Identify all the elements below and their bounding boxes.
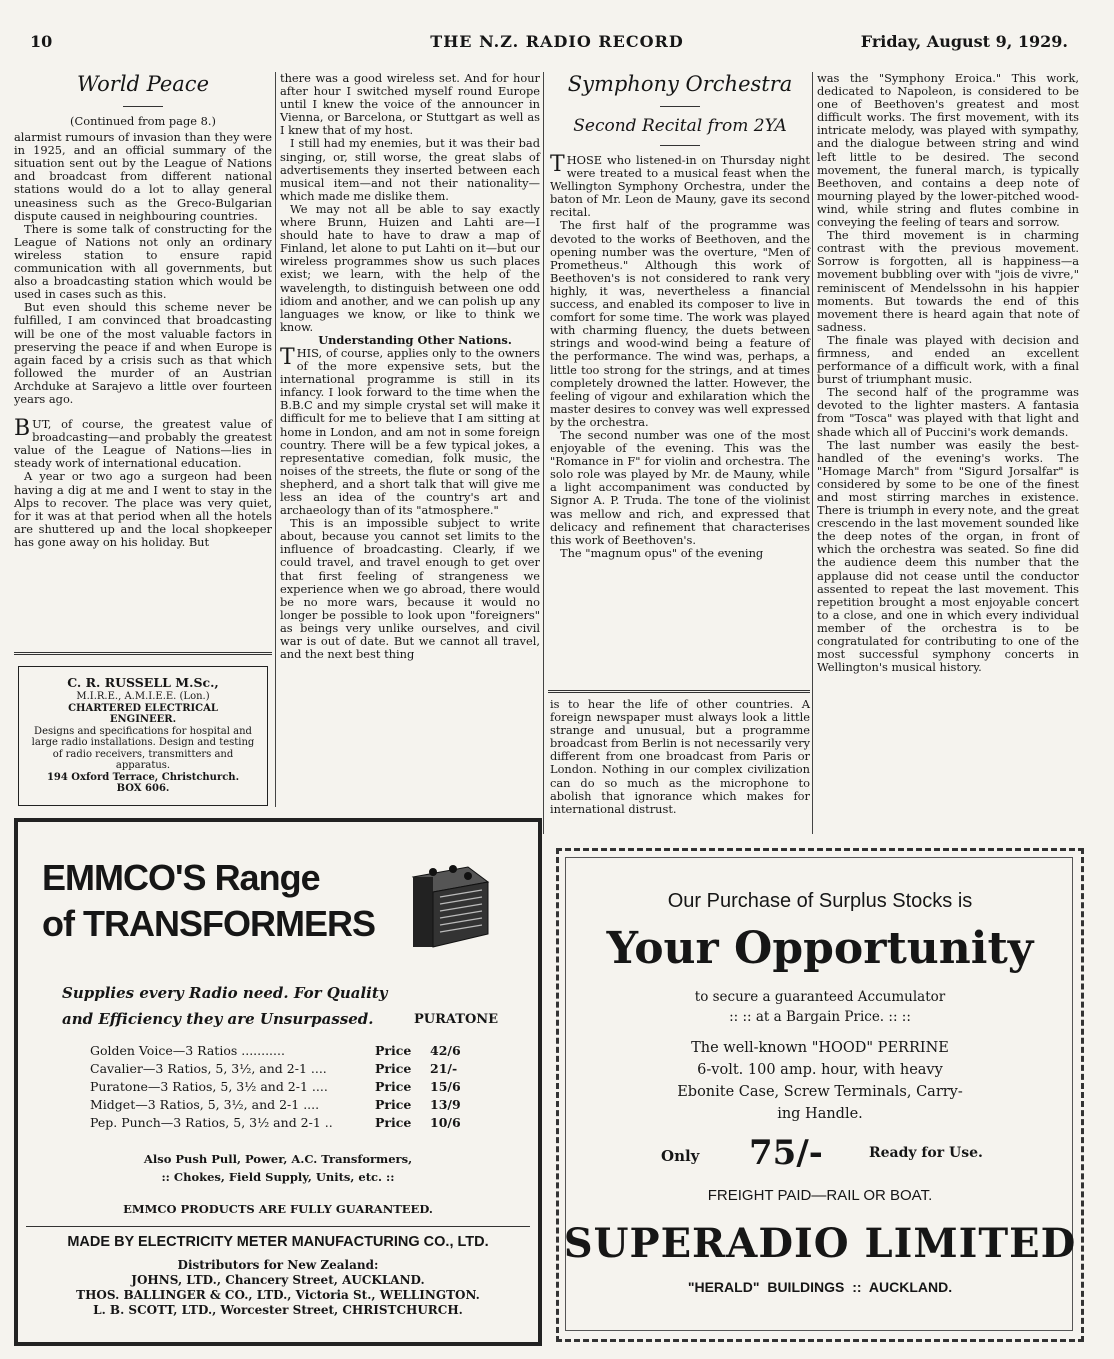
paragraph: We may not all be able to say exactly where Brunn, Huizen and Lahti are—I should hate to have to draw a map of Finland, let alone to put Lahti on it—but our wireless programmes show us such places exist; we learn, with the help of the wavelength, to distinguish between one odd idiom and another, and we can polish up any languages we know, or like to think we know. — [280, 201, 540, 334]
drop-cap: T — [280, 344, 295, 370]
ad-line: ing Handle. — [777, 1106, 863, 1122]
price-value: 21/- — [430, 1061, 458, 1076]
brand-label: PURATONE — [414, 1012, 499, 1027]
paragraph: But even should this scheme never be fulfilled, I am convinced that broadcasting will be one of the most valuable factors in preserving the peace if and when Europe is again faced by a crisis such as that which followed the murder of an Austrian Archduke at Sarajevo a little over fourteen years ago. — [14, 300, 272, 406]
distributor: THOS. BALLINGER & CO., LTD., Victoria St., WELLINGTON. — [76, 1288, 480, 1302]
card-qualifications: M.I.R.E., A.M.I.E.E. (Lon.) — [76, 691, 210, 702]
page-number: 10 — [30, 32, 53, 51]
divider — [123, 106, 163, 107]
ready-label: Ready for Use. — [869, 1145, 983, 1161]
ad-tagline: and Efficiency they are Unsurpassed. — [62, 1010, 374, 1028]
product-name: Pep. Punch—3 Ratios, 5, 3½ and 2-1 .. — [90, 1115, 333, 1130]
paragraph: HOSE who listened-in on Thursday night were treated to a musical feast when the Wellington Symphony Orchestra, under the baton of Mr. Leon de Mauny, gave its second recital. — [550, 153, 810, 220]
card-name: C. R. RUSSELL M.Sc., — [67, 675, 219, 690]
transformer-illustration — [398, 852, 498, 952]
paragraph: The second number was one of the most enjoyable of the evening. This was the "Romance in F" for violin and orchestra. The solo role was played by Mr. de Mauny, while a light accompaniment was conducted by Signor A. P. Truda. The tone of the violinist was mellow and rich, and expressed that delicacy and refinement that characterises this work of Beethoven's. — [550, 427, 810, 547]
continued-note: (Continued from page 8.) — [70, 114, 216, 128]
paragraph: The third movement is in charming contrast with the previous movement. Sorrow is forgotten, all is happiness—a movement bubbling over with "jois de vivre," reminiscent of Mendelssohn in his happier moments. But towards the end of this movement there is heard again that note of sadness. — [817, 228, 1079, 334]
price-label: Price — [375, 1079, 412, 1094]
paragraph: was the "Symphony Eroica." This work, dedicated to Napoleon, is considered to be one of Beethoven's greatest and most difficult works. The first movement, with its intricate melody, was played with sympathy, and the dialogue between string and wind left little to be desired. The second movement, the funeral march, is typically Beethoven, and contains a deep note of mourning played by the lower-pitched wood-wind, while string and flutes combine in conveying the feeling of tears and sorrow. — [817, 71, 1079, 230]
distributor: L. B. SCOTT, LTD., Worcester Street, CHRISTCHURCH. — [93, 1303, 463, 1317]
ad-price: 75/- — [749, 1133, 823, 1173]
price-label: Price — [375, 1043, 412, 1058]
distributor: JOHNS, LTD., Chancery Street, AUCKLAND. — [131, 1273, 425, 1287]
world-peace-column-2 — [280, 72, 540, 661]
ad-content — [559, 887, 1081, 1125]
russell-card — [18, 666, 268, 806]
paragraph: there was a good wireless set. And for hour after hour I switched myself round Europe until I knew the voice of the announcer in Vienna, or Barcelona, or Stuttgart as well as I knew that of my host. — [280, 71, 540, 138]
paragraph: The last number was easily the best-handled of the evening's works. The "Homage March" from "Sigurd Jorsalfar" is considered by some to be one of the finest and most stirring marches in existence. There is triumph in every note, and the great crescendo in the last movement sounded like the deep notes of the organ, in front of which the orchestra was seated. So fine did the audience deem this number that the applause did not cease until the conductor assented to repeat the last movement. This repetition brought a most enjoyable concert to a close, and one in which every individual member of the orchestra is to be congratulated for contributing to one of the most successful symphony concerts in Wellington's musical history. — [817, 437, 1079, 675]
article-title: Symphony Orchestra — [567, 72, 793, 96]
card-box: BOX 606. — [116, 783, 170, 794]
paragraph: There is some talk of constructing for the League of Nations not only an ordinary wireless station to ensure rapid communication with all governments, but also a broadcasting station which would be used in cases such as this. — [14, 221, 272, 302]
ad-title: of TRANSFORMERS — [42, 903, 375, 944]
paragraph: is to hear the life of other countries. A foreign newspaper must always look a little strange and unusual, but a programme broadcast from Berlin is not necessarily very different from one broadcast from Paris or London. Nothing in our complex civilization can do so much as the microphone to abolish that ignorance which makes for international distrust. — [550, 697, 810, 816]
price-value: 13/9 — [430, 1097, 461, 1112]
distributors-heading: Distributors for New Zealand: — [177, 1258, 379, 1272]
paragraph: I still had my enemies, but it was their bad singing, or, still worse, the great slabs of advertisements they inserted between each musical item—and not their nationality—which made me dislike them. — [280, 136, 540, 203]
ad-intro: Our Purchase of Surplus Stocks is — [667, 890, 973, 912]
manufacturer: MADE BY ELECTRICITY METER MANUFACTURING CO., LTD. — [67, 1234, 489, 1250]
paragraph: This is an impossible subject to write about, because you cannot set limits to the influence of broadcasting. Clearly, if we could travel, and travel enough to get over that first feeling of strangeness we experience when we go abroad, there would be no more wars, because it would no longer be possible to look upon "foreigners" as beings very unlike ourselves, and civil war is out of date. But we cannot all travel, and the next best thing — [280, 516, 540, 662]
price-value: 15/6 — [430, 1079, 461, 1094]
card-role: CHARTERED ELECTRICAL — [68, 702, 218, 714]
paragraph: A year or two ago a surgeon had been having a dig at me and I went to stay in the Alps to recover. The place was very quiet, for it was at that period when all the hotels are shuttered up and the local shopkeeper has gone away on his holiday. But — [14, 469, 272, 549]
card-address: 194 Oxford Terrace, Christchurch. — [46, 771, 240, 783]
superadio-advertisement — [556, 848, 1084, 1342]
product-name: Golden Voice—3 Ratios ........... — [90, 1043, 285, 1058]
emmco-advertisement — [14, 818, 542, 1346]
ad-headline: Your Opportunity — [606, 923, 1034, 974]
freight-line: FREIGHT PAID—RAIL OR BOAT. — [707, 1187, 933, 1204]
symphony-column-2 — [817, 72, 1079, 674]
company-name: SUPERADIO LIMITED — [563, 1220, 1077, 1267]
paragraph: UT, of course, the greatest value of broadcasting—and probably the greatest value of the League of Nations—lies in steady work of international education. — [14, 417, 272, 471]
divider — [660, 145, 700, 146]
column-rule — [543, 72, 544, 834]
subheading: Understanding Other Nations. — [318, 332, 512, 347]
ad-tagline: Supplies every Radio need. For Quality — [62, 984, 388, 1002]
paragraph: The second half of the programme was devoted to the lighter masters. A fantasia from "Tosca" was played with that light and shade which all of Puccini's work demands. — [817, 385, 1079, 439]
article-title: World Peace — [77, 72, 209, 96]
ad-line: The well-known "HOOD" PERRINE — [691, 1040, 949, 1056]
paragraph: The first half of the programme was devoted to the works of Beethoven, and the opening number was the overture, "Men of Prometheus." Although this work of Beethoven's is not considered to rank very highly, it was, nevertheless a financial success, and enabled its composer to live in comfort for some time. The work was played with charming fluency, the duets between strings and wood-wind being a feature of the performance. The wind was, perhaps, a little too strong for the strings, and at times completely drowned the latter. However, the feeling of vigour and exhilaration which the master desires to convey was well expressed by the orchestra. — [550, 218, 810, 429]
drop-cap: B — [14, 416, 31, 442]
price-row — [90, 1042, 510, 1060]
price-row — [90, 1114, 510, 1132]
price-label: Price — [375, 1115, 412, 1130]
column-rule — [812, 72, 813, 834]
product-name: Midget—3 Ratios, 5, 3½, and 2-1 .... — [90, 1097, 320, 1112]
price-row — [90, 1078, 510, 1096]
card-description: Designs and specifications for hospital and large radio installations. Design and testing of radio receivers, transmitters and apparatus. — [31, 725, 255, 771]
masthead-title: THE N.Z. RADIO RECORD — [430, 32, 684, 51]
price-list — [90, 1042, 510, 1132]
ad-line: :: :: at a Bargain Price. :: :: — [729, 1009, 911, 1025]
price-label: Price — [375, 1097, 412, 1112]
only-label: Only — [661, 1147, 700, 1165]
article-subtitle: Second Recital from 2YA — [573, 116, 787, 136]
guarantee-line: EMMCO PRODUCTS ARE FULLY GUARANTEED. — [123, 1202, 433, 1216]
divider — [660, 106, 700, 107]
column-rule — [275, 72, 276, 807]
paragraph: The finale was played with decision and firmness, and ended an excellent performance of a difficult work, with a final burst of triumphant music. — [817, 332, 1079, 387]
ad-extras — [18, 1150, 538, 1186]
product-name: Puratone—3 Ratios, 5, 3½ and 2-1 .... — [90, 1079, 328, 1094]
distributors — [18, 1258, 538, 1318]
paragraph: HIS, of course, applies only to the owners of the more expensive sets, but the international programme is still in its infancy. I look forward to the time when the B.B.C and my simple crystal set will make it difficult for me to believe that I am sitting at home in London, and am not in some foreign country. There will be a few typical jokes, a representative comedian, folk music, the noises of the streets, the flute or song of the shepherd, and a short talk that will give me less an idea of the country's art and archaeology than of its "atmosphere." — [280, 345, 540, 518]
price-row — [90, 1096, 510, 1114]
extras-line: :: Chokes, Field Supply, Units, etc. :: — [161, 1170, 395, 1184]
ad-line: Ebonite Case, Screw Terminals, Carry- — [677, 1084, 963, 1100]
paragraph: The "magnum opus" of the evening — [560, 545, 764, 560]
extras-line: Also Push Pull, Power, A.C. Transformers, — [143, 1152, 413, 1166]
divider — [14, 652, 272, 655]
price-value: 42/6 — [430, 1043, 461, 1058]
price-label: Price — [375, 1061, 412, 1076]
symphony-column-1 — [550, 70, 810, 560]
ad-line: 6-volt. 100 amp. hour, with heavy — [697, 1062, 943, 1078]
divider — [26, 1226, 530, 1227]
issue-date: Friday, August 9, 1929. — [860, 32, 1068, 51]
world-peace-column-1 — [14, 70, 272, 549]
paragraph: alarmist rumours of invasion than they were in 1925, and an official summary of the situation sent out by the League of Nations and broadcast from different national stations would do a lot to allay general uneasiness such as the Greco-Bulgarian dispute caused in neighbouring countries. — [14, 130, 272, 223]
price-value: 10/6 — [430, 1115, 461, 1130]
card-role: ENGINEER. — [109, 714, 177, 725]
drop-cap: T — [550, 152, 565, 177]
ad-line: to secure a guaranteed Accumulator — [694, 989, 946, 1005]
world-peace-column-3 — [550, 698, 810, 816]
company-address: "HERALD" BUILDINGS :: AUCKLAND. — [687, 1279, 953, 1295]
product-name: Cavalier—3 Ratios, 5, 3½, and 2-1 .... — [90, 1061, 327, 1076]
ad-title: EMMCO'S Range — [42, 857, 320, 898]
price-row — [90, 1060, 510, 1078]
divider — [548, 690, 810, 693]
